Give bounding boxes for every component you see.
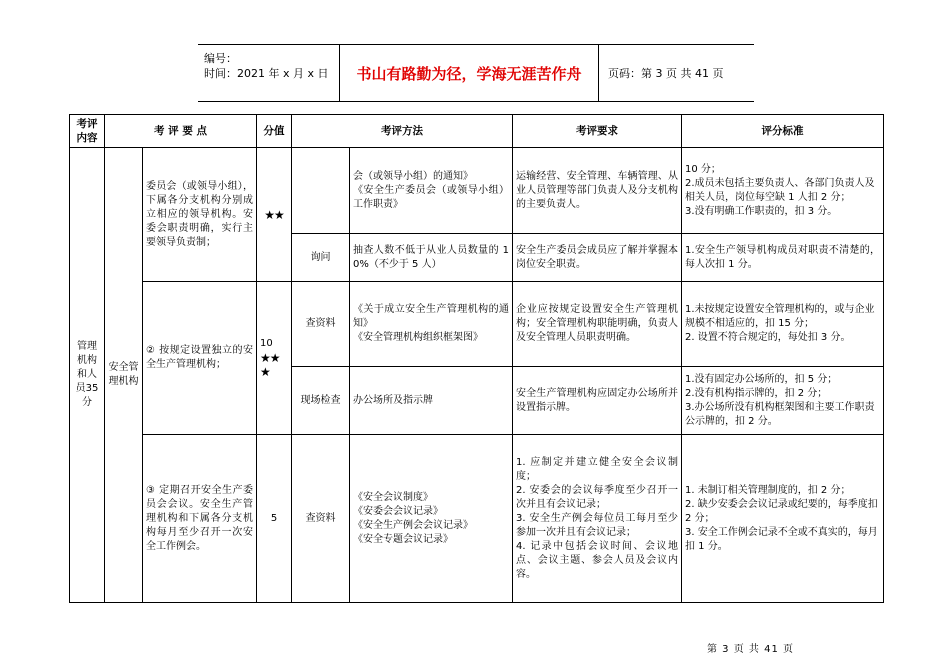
requirement-cell: 企业应按规定设置安全生产管理机构；安全管理机构职能明确，负责人及安全管理人员职责明确。 bbox=[513, 282, 682, 367]
requirement-cell: 安全生产委员会成员应了解并掌握本岗位安全职责。 bbox=[513, 234, 682, 282]
motto-box bbox=[339, 45, 599, 101]
header-requirement: 考评要求 bbox=[513, 115, 682, 148]
table-row bbox=[70, 435, 884, 603]
header-standard: 评分标准 bbox=[682, 115, 884, 148]
table-header-row bbox=[70, 115, 884, 148]
time-label: 时间：2021 年 x 月 x 日 bbox=[204, 67, 329, 80]
score-cell bbox=[257, 282, 292, 435]
standard-cell: 1.未按规定设置安全管理机构的，或与企业规模不相适应的，扣 15 分； 2. 设置不符合规定的，每处扣 3 分。 bbox=[682, 282, 884, 367]
standard-cell: 1. 未制订相关管理制度的，扣 2 分； 2. 缺少安委会会议记录或纪要的，每季度扣 2 分； 3. 安全工作例会记录不全或不真实的，每月扣 1 分。 bbox=[682, 435, 884, 603]
detail-cell: 会（或领导小组）的通知》 《安全生产委员会（或领导小组）工作职责》 bbox=[350, 148, 513, 234]
requirement-cell: 安全生产管理机构应固定办公场所并设置指示牌。 bbox=[513, 367, 682, 435]
point-cell: 委员会（或领导小组），下属各分支机构分别成立相应的领导机构。安委会职责明确，实行主要领导负责制； bbox=[143, 148, 257, 282]
standard-cell: 1.安全生产领导机构成员对职责不清楚的，每人次扣 1 分。 bbox=[682, 234, 884, 282]
score-cell: ★★ bbox=[257, 148, 292, 282]
header-points: 考 评 要 点 bbox=[105, 115, 257, 148]
detail-cell: 办公场所及指示牌 bbox=[350, 367, 513, 435]
motto-text: 书山有路勤为径，学海无涯苦作舟 bbox=[356, 64, 582, 83]
header-score: 分值 bbox=[257, 115, 292, 148]
table-row bbox=[70, 148, 884, 234]
requirement-cell: 1. 应制定并建立健全安全会议制度； 2. 安委会的会议每季度至少召开一次并且有会议记录； 3. 安全生产例会每位员工每月至少参加一次并且有会议记录； 4. 记录中包括会议时间、会议地点、会议主题、参会人员及会议内容。 bbox=[513, 435, 682, 603]
score-stars: ★★★ bbox=[260, 351, 280, 379]
page-header bbox=[198, 44, 754, 102]
method-cell: 询问 bbox=[292, 234, 350, 282]
detail-cell: 抽查人数不低于从业人员数量的 10%（不少于 5 人） bbox=[350, 234, 513, 282]
requirement-cell: 运输经营、安全管理、车辆管理、从业人员管理等部门负责人及分支机构的主要负责人。 bbox=[513, 148, 682, 234]
method-cell: 查资料 bbox=[292, 435, 350, 603]
header-method: 考评方法 bbox=[292, 115, 513, 148]
score-cell: 5 bbox=[257, 435, 292, 603]
subcategory-cell: 安全管理机构 bbox=[105, 148, 143, 603]
method-cell bbox=[292, 148, 350, 234]
category-cell: 管理机构和人员35分 bbox=[70, 148, 105, 603]
point-cell: ② 按规定设置独立的安全生产管理机构； bbox=[143, 282, 257, 435]
standard-cell: 1.没有固定办公场所的，扣 5 分； 2.没有机构指示牌的，扣 2 分； 3.办公场所没有机构框架图和主要工作职责公示牌的，扣 2 分。 bbox=[682, 367, 884, 435]
table-row bbox=[70, 282, 884, 367]
number-label: 编号： bbox=[204, 52, 237, 65]
standard-cell: 10 分； 2.成员未包括主要负责人、各部门负责人及相关人员，岗位每空缺 1 人扣 2 分； 3.没有明确工作职责的，扣 3 分。 bbox=[682, 148, 884, 234]
detail-cell: 《关于成立安全生产管理机构的通知》 《安全管理机构组织框架图》 bbox=[350, 282, 513, 367]
header-content: 考评内容 bbox=[70, 115, 105, 148]
point-cell: ③ 定期召开安全生产委员会会议。安全生产管理机构和下属各分支机构每月至少召开一次安全工作例会。 bbox=[143, 435, 257, 603]
score-number: 10 bbox=[260, 338, 273, 349]
page-info: 页码：第 3 页 共 41 页 bbox=[608, 67, 724, 80]
detail-cell: 《安全会议制度》 《安委会会议记录》 《安全生产例会会议记录》 《安全专题会议记录》 bbox=[350, 435, 513, 603]
method-cell: 查资料 bbox=[292, 282, 350, 367]
header-meta bbox=[204, 51, 329, 81]
method-cell: 现场检查 bbox=[292, 367, 350, 435]
page-footer: 第 3 页 共 41 页 bbox=[707, 644, 794, 655]
assessment-table bbox=[69, 114, 884, 603]
